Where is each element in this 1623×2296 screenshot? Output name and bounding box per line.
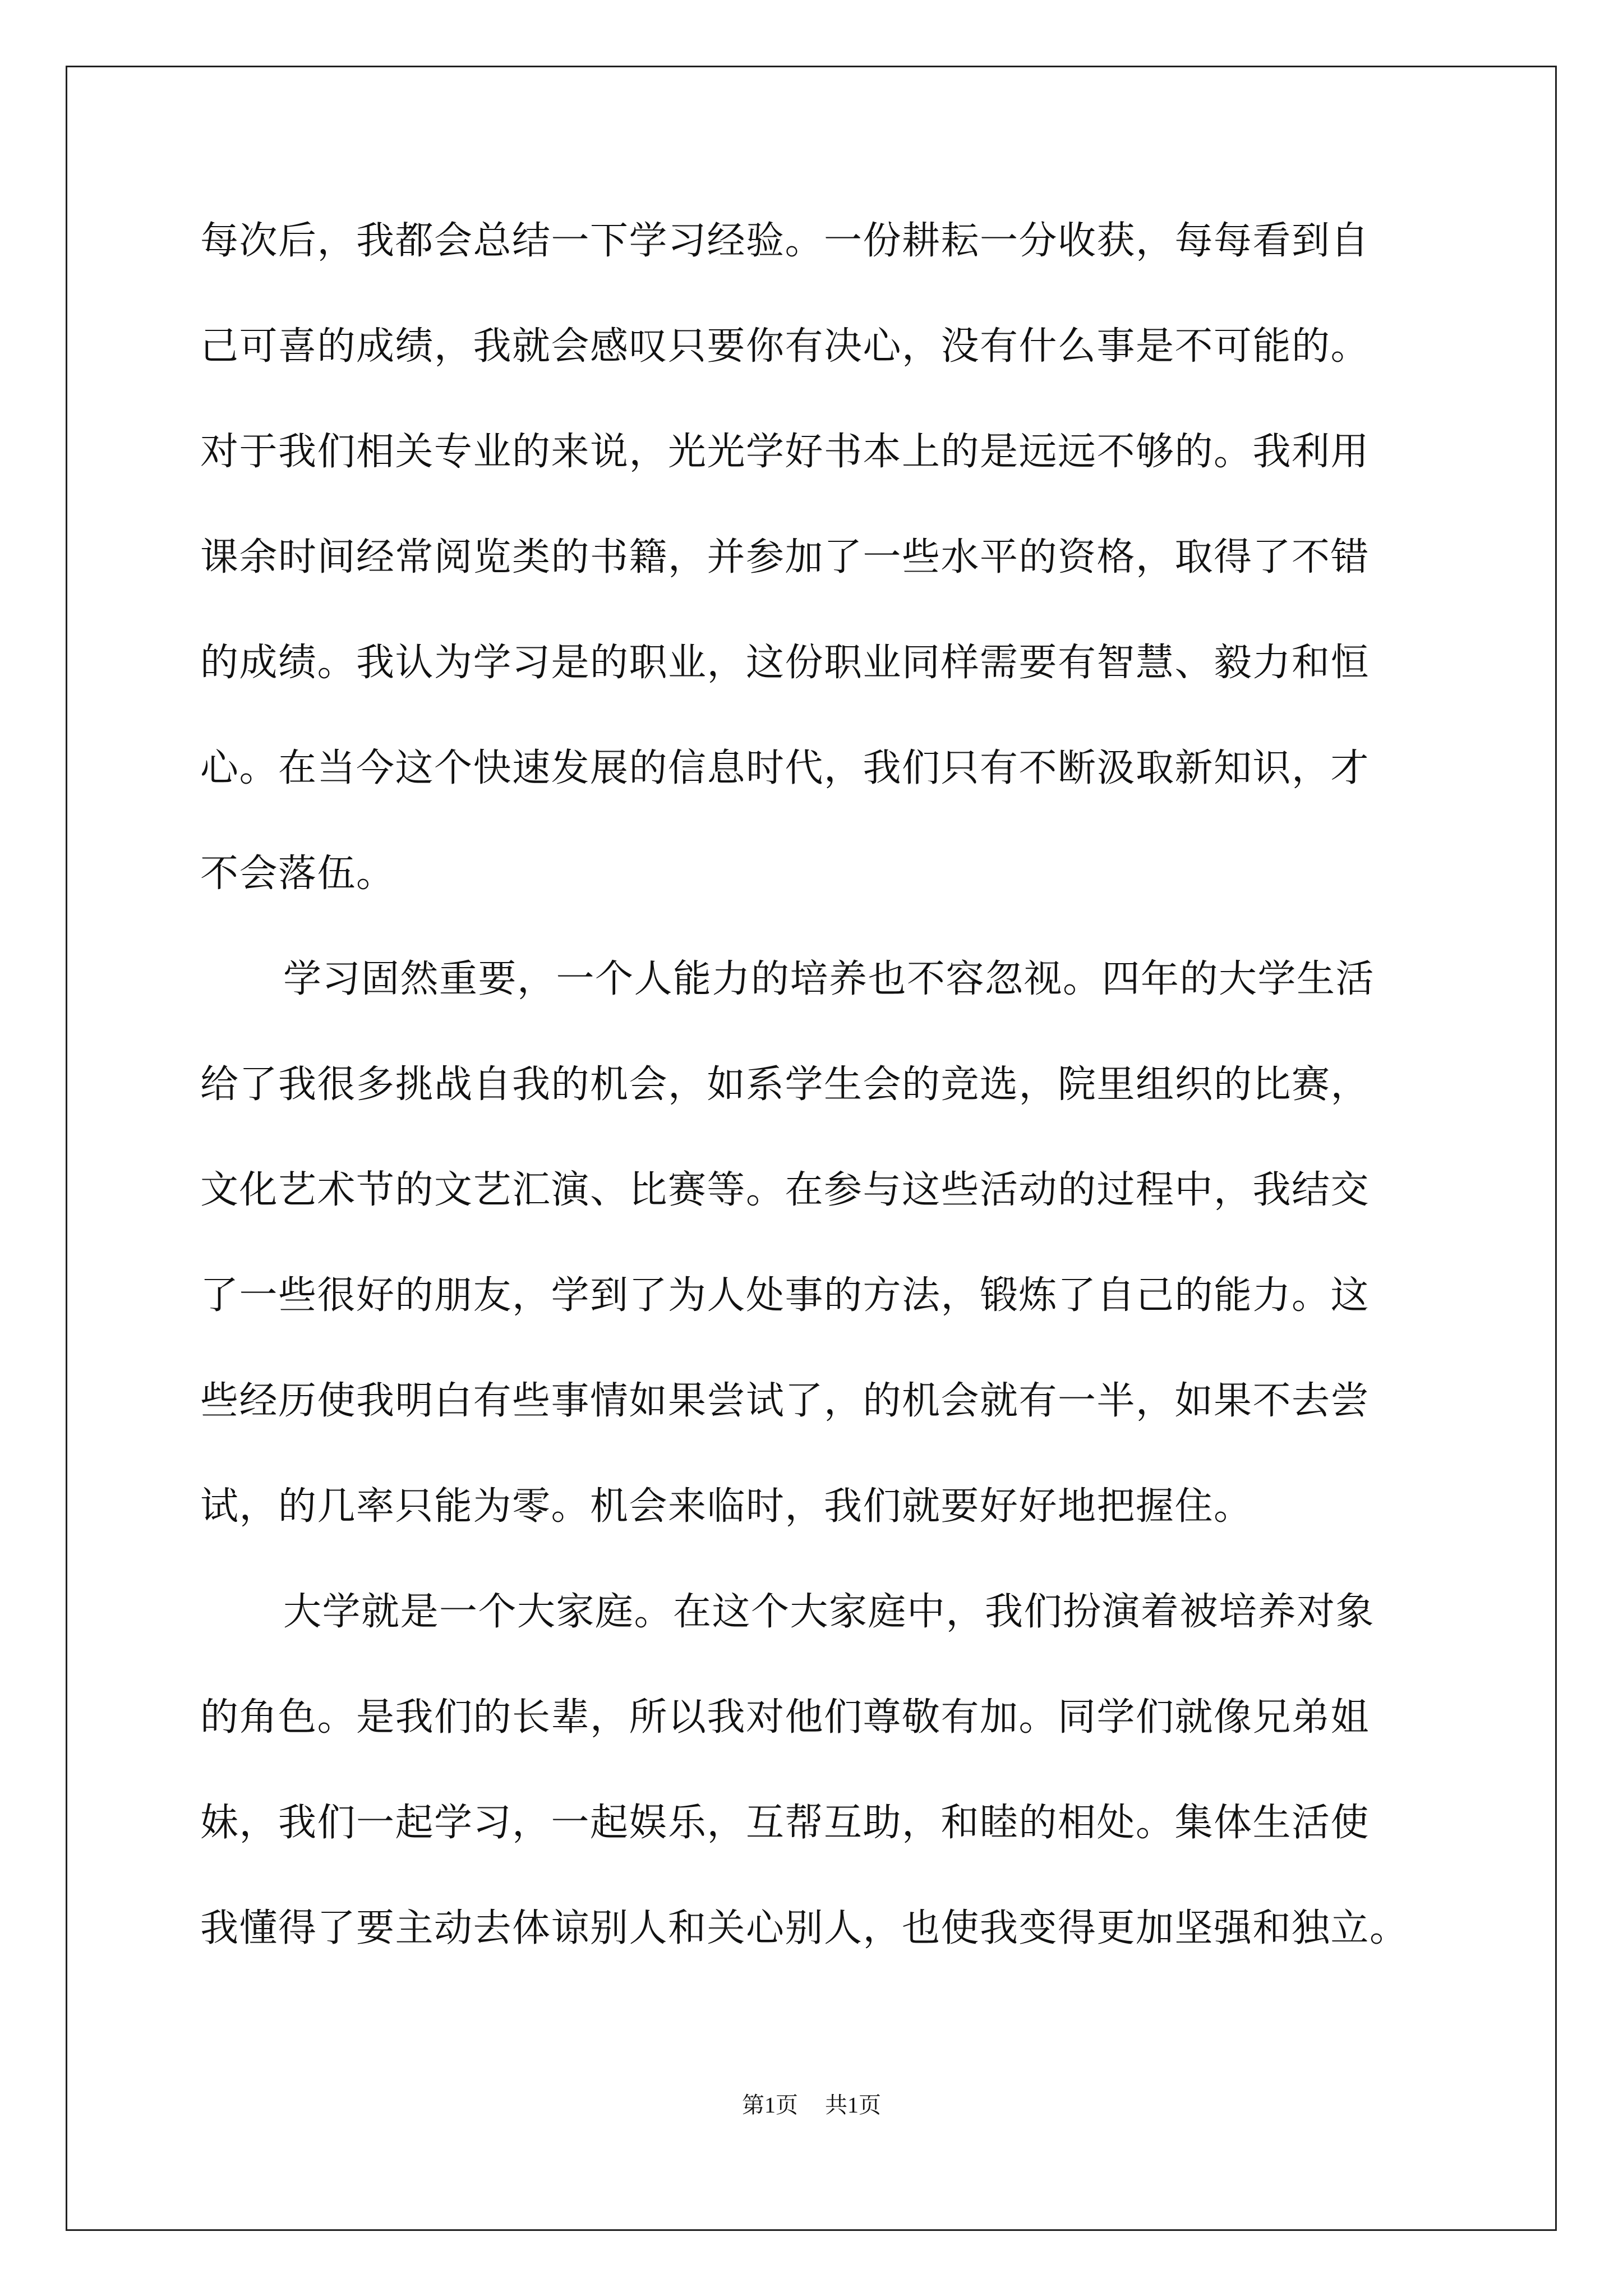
page-footer [0, 2091, 1623, 2119]
page-number: 第1页 [742, 2092, 798, 2118]
text-line: 些经历使我明白有些事情如果尝试了，的机会就有一半，如果不去尝 [200, 1379, 1370, 1423]
paragraph-first-line: 学习固然重要，一个人能力的培养也不容忽视。四年的大学生活 [283, 957, 1375, 1001]
text-line: 我懂得了要主动去体谅别人和关心别人，也使我变得更加坚强和独立。 [200, 1906, 1409, 1950]
text-line: 的角色。是我们的长辈，所以我对他们尊敬有加。同学们就像兄弟姐 [200, 1695, 1370, 1740]
text-line: 对于我们相关专业的来说，光光学好书本上的是远远不够的。我利用 [200, 430, 1370, 474]
text-line: 文化艺术节的文艺汇演、比赛等。在参与这些活动的过程中，我结交 [200, 1168, 1370, 1212]
text-line: 己可喜的成绩，我就会感叹只要你有决心，没有什么事是不可能的。 [200, 324, 1370, 369]
text-line: 了一些很好的朋友，学到了为人处事的方法，锻炼了自己的能力。这 [200, 1273, 1370, 1318]
text-line: 给了我很多挑战自我的机会，如系学生会的竞选，院里组织的比赛， [200, 1062, 1370, 1107]
text-line: 妹，我们一起学习，一起娱乐，互帮互助，和睦的相处。集体生活使 [200, 1801, 1370, 1845]
page-total: 共1页 [825, 2092, 881, 2118]
text-line: 试，的几率只能为零。机会来临时，我们就要好好地把握住。 [200, 1484, 1253, 1529]
text-line: 每次后，我都会总结一下学习经验。一份耕耘一分收获，每每看到自 [200, 219, 1370, 263]
text-line: 的成绩。我认为学习是的职业，这份职业同样需要有智慧、毅力和恒 [200, 641, 1370, 685]
text-line: 心。在当今这个快速发展的信息时代，我们只有不断汲取新知识，才 [200, 746, 1370, 790]
text-line: 课余时间经常阅览类的书籍，并参加了一些水平的资格，取得了不错 [200, 535, 1370, 579]
text-line: 不会落伍。 [200, 852, 395, 896]
paragraph-first-line: 大学就是一个大家庭。在这个大家庭中，我们扮演着被培养对象 [283, 1590, 1375, 1634]
